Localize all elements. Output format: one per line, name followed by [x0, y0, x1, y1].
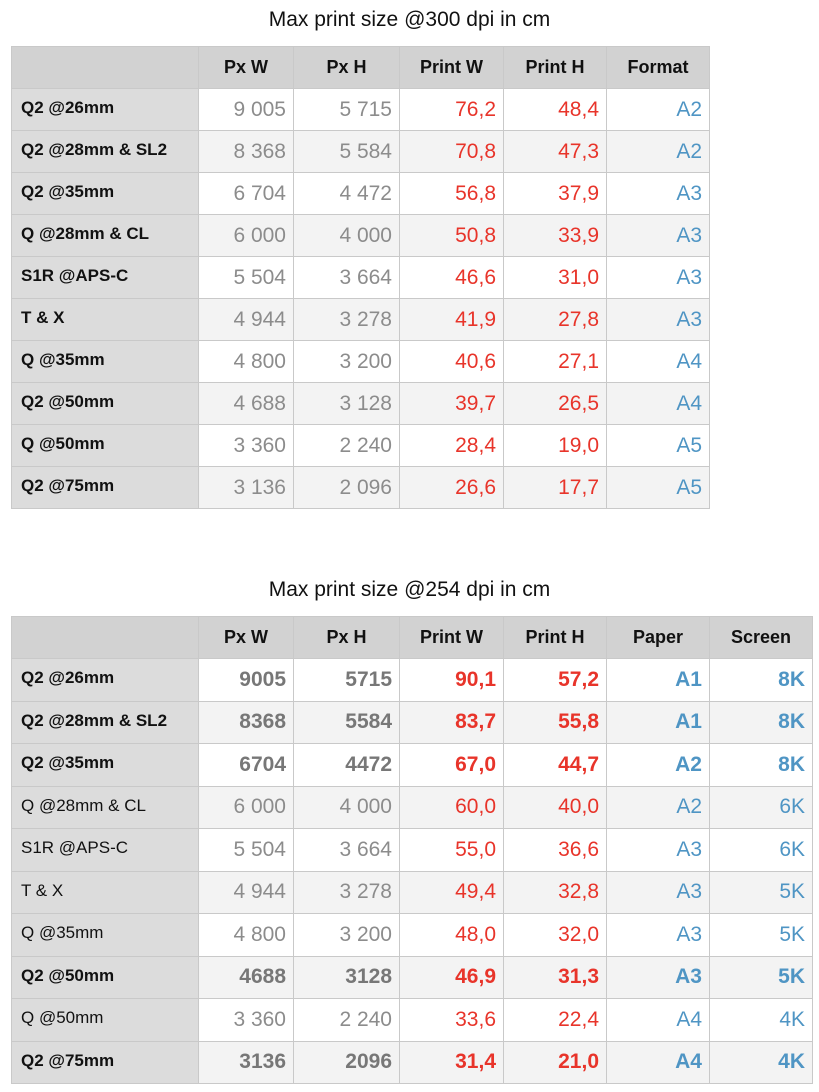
print-width-cell: 26,6: [400, 467, 504, 509]
header-px-h: Px H: [294, 617, 400, 659]
print-height-cell: 31,0: [504, 257, 607, 299]
screen-cell: 8K: [710, 701, 813, 744]
camera-name-cell: Q2 @35mm: [12, 173, 199, 215]
header-paper: Paper: [607, 617, 710, 659]
format-cell: A3: [607, 173, 710, 215]
px-height-cell: 5715: [294, 659, 400, 702]
screen-cell: 5K: [710, 956, 813, 999]
table1-header-row: [12, 47, 710, 89]
paper-cell: A4: [607, 1041, 710, 1084]
camera-name-cell: Q @50mm: [12, 425, 199, 467]
print-width-cell: 31,4: [400, 1041, 504, 1084]
px-width-cell: 3 360: [199, 425, 294, 467]
table-row: [12, 341, 710, 383]
px-height-cell: 2 240: [294, 999, 400, 1042]
px-height-cell: 3 200: [294, 914, 400, 957]
px-height-cell: 3 278: [294, 871, 400, 914]
format-cell: A2: [607, 131, 710, 173]
header-screen: Screen: [710, 617, 813, 659]
print-width-cell: 60,0: [400, 786, 504, 829]
print-height-cell: 33,9: [504, 215, 607, 257]
print-width-cell: 48,0: [400, 914, 504, 957]
print-height-cell: 36,6: [504, 829, 607, 872]
print-width-cell: 41,9: [400, 299, 504, 341]
camera-name-cell: T & X: [12, 871, 199, 914]
print-width-cell: 50,8: [400, 215, 504, 257]
print-height-cell: 32,8: [504, 871, 607, 914]
screen-cell: 6K: [710, 786, 813, 829]
px-height-cell: 3 278: [294, 299, 400, 341]
print-height-cell: 21,0: [504, 1041, 607, 1084]
format-cell: A3: [607, 215, 710, 257]
format-cell: A4: [607, 383, 710, 425]
print-height-cell: 37,9: [504, 173, 607, 215]
print-height-cell: 48,4: [504, 89, 607, 131]
paper-cell: A3: [607, 829, 710, 872]
print-height-cell: 44,7: [504, 744, 607, 787]
header-name: [12, 617, 199, 659]
camera-name-cell: Q2 @50mm: [12, 956, 199, 999]
px-width-cell: 5 504: [199, 257, 294, 299]
table-row: [12, 131, 710, 173]
camera-name-cell: Q @50mm: [12, 999, 199, 1042]
format-cell: A3: [607, 299, 710, 341]
print-width-cell: 46,6: [400, 257, 504, 299]
print-size-254dpi-table: [11, 616, 813, 1084]
format-cell: A3: [607, 257, 710, 299]
camera-name-cell: Q2 @26mm: [12, 659, 199, 702]
table-row: [12, 956, 813, 999]
print-width-cell: 55,0: [400, 829, 504, 872]
table-row: [12, 871, 813, 914]
print-width-cell: 49,4: [400, 871, 504, 914]
table-row: [12, 299, 710, 341]
camera-name-cell: Q2 @26mm: [12, 89, 199, 131]
print-width-cell: 90,1: [400, 659, 504, 702]
print-width-cell: 70,8: [400, 131, 504, 173]
camera-name-cell: Q2 @35mm: [12, 744, 199, 787]
print-width-cell: 40,6: [400, 341, 504, 383]
print-height-cell: 55,8: [504, 701, 607, 744]
px-height-cell: 5 584: [294, 131, 400, 173]
print-width-cell: 28,4: [400, 425, 504, 467]
screen-cell: 8K: [710, 744, 813, 787]
px-width-cell: 3 360: [199, 999, 294, 1042]
px-height-cell: 4 000: [294, 215, 400, 257]
screen-cell: 8K: [710, 659, 813, 702]
camera-name-cell: Q @35mm: [12, 914, 199, 957]
print-height-cell: 19,0: [504, 425, 607, 467]
screen-cell: 4K: [710, 1041, 813, 1084]
px-width-cell: 4 944: [199, 299, 294, 341]
px-width-cell: 8 368: [199, 131, 294, 173]
print-width-cell: 46,9: [400, 956, 504, 999]
header-print-w: Print W: [400, 617, 504, 659]
print-height-cell: 40,0: [504, 786, 607, 829]
px-width-cell: 5 504: [199, 829, 294, 872]
px-height-cell: 3 128: [294, 383, 400, 425]
px-width-cell: 3136: [199, 1041, 294, 1084]
header-print-w: Print W: [400, 47, 504, 89]
camera-name-cell: Q2 @75mm: [12, 1041, 199, 1084]
px-width-cell: 6 000: [199, 786, 294, 829]
paper-cell: A3: [607, 914, 710, 957]
table-row: [12, 383, 710, 425]
px-height-cell: 3 200: [294, 341, 400, 383]
table-row: [12, 1041, 813, 1084]
px-width-cell: 4 800: [199, 914, 294, 957]
px-width-cell: 4688: [199, 956, 294, 999]
px-width-cell: 4 688: [199, 383, 294, 425]
px-width-cell: 8368: [199, 701, 294, 744]
header-print-h: Print H: [504, 47, 607, 89]
print-height-cell: 27,1: [504, 341, 607, 383]
camera-name-cell: S1R @APS-C: [12, 257, 199, 299]
paper-cell: A1: [607, 701, 710, 744]
print-width-cell: 56,8: [400, 173, 504, 215]
px-width-cell: 6 704: [199, 173, 294, 215]
px-height-cell: 5 715: [294, 89, 400, 131]
px-width-cell: 3 136: [199, 467, 294, 509]
table-row: [12, 173, 710, 215]
px-height-cell: 3 664: [294, 829, 400, 872]
px-height-cell: 3128: [294, 956, 400, 999]
header-px-w: Px W: [199, 617, 294, 659]
px-width-cell: 6704: [199, 744, 294, 787]
camera-name-cell: Q2 @28mm & SL2: [12, 131, 199, 173]
print-height-cell: 31,3: [504, 956, 607, 999]
px-height-cell: 4 000: [294, 786, 400, 829]
paper-cell: A3: [607, 956, 710, 999]
px-width-cell: 4 944: [199, 871, 294, 914]
camera-name-cell: Q @28mm & CL: [12, 215, 199, 257]
px-height-cell: 4 472: [294, 173, 400, 215]
table-row: [12, 425, 710, 467]
px-height-cell: 2 240: [294, 425, 400, 467]
print-height-cell: 47,3: [504, 131, 607, 173]
table-row: [12, 786, 813, 829]
px-width-cell: 9 005: [199, 89, 294, 131]
table2-title: Max print size @254 dpi in cm: [268, 578, 551, 601]
px-height-cell: 5584: [294, 701, 400, 744]
print-height-cell: 27,8: [504, 299, 607, 341]
header-format: Format: [607, 47, 710, 89]
px-height-cell: 2 096: [294, 467, 400, 509]
camera-name-cell: Q2 @28mm & SL2: [12, 701, 199, 744]
screen-cell: 5K: [710, 871, 813, 914]
camera-name-cell: Q2 @75mm: [12, 467, 199, 509]
print-width-cell: 39,7: [400, 383, 504, 425]
px-height-cell: 3 664: [294, 257, 400, 299]
table2-header-row: [12, 617, 813, 659]
print-height-cell: 26,5: [504, 383, 607, 425]
header-px-h: Px H: [294, 47, 400, 89]
header-px-w: Px W: [199, 47, 294, 89]
table-row: [12, 999, 813, 1042]
header-name: [12, 47, 199, 89]
px-height-cell: 4472: [294, 744, 400, 787]
print-height-cell: 17,7: [504, 467, 607, 509]
table-row: [12, 467, 710, 509]
table-row: [12, 257, 710, 299]
format-cell: A5: [607, 425, 710, 467]
format-cell: A5: [607, 467, 710, 509]
paper-cell: A4: [607, 999, 710, 1042]
screen-cell: 6K: [710, 829, 813, 872]
camera-name-cell: S1R @APS-C: [12, 829, 199, 872]
table-row: [12, 829, 813, 872]
print-size-300dpi-table: [11, 46, 710, 509]
paper-cell: A2: [607, 744, 710, 787]
table-row: [12, 914, 813, 957]
paper-cell: A2: [607, 786, 710, 829]
camera-name-cell: Q2 @50mm: [12, 383, 199, 425]
table-row: [12, 701, 813, 744]
table-row: [12, 215, 710, 257]
px-width-cell: 9005: [199, 659, 294, 702]
px-width-cell: 6 000: [199, 215, 294, 257]
print-height-cell: 22,4: [504, 999, 607, 1042]
print-height-cell: 32,0: [504, 914, 607, 957]
camera-name-cell: Q @28mm & CL: [12, 786, 199, 829]
format-cell: A4: [607, 341, 710, 383]
table1-title: Max print size @300 dpi in cm: [268, 8, 551, 31]
print-height-cell: 57,2: [504, 659, 607, 702]
px-height-cell: 2096: [294, 1041, 400, 1084]
screen-cell: 4K: [710, 999, 813, 1042]
print-width-cell: 76,2: [400, 89, 504, 131]
table-row: [12, 89, 710, 131]
print-width-cell: 67,0: [400, 744, 504, 787]
paper-cell: A3: [607, 871, 710, 914]
table-row: [12, 744, 813, 787]
format-cell: A2: [607, 89, 710, 131]
screen-cell: 5K: [710, 914, 813, 957]
print-width-cell: 33,6: [400, 999, 504, 1042]
paper-cell: A1: [607, 659, 710, 702]
camera-name-cell: Q @35mm: [12, 341, 199, 383]
print-width-cell: 83,7: [400, 701, 504, 744]
camera-name-cell: T & X: [12, 299, 199, 341]
table-row: [12, 659, 813, 702]
px-width-cell: 4 800: [199, 341, 294, 383]
header-print-h: Print H: [504, 617, 607, 659]
